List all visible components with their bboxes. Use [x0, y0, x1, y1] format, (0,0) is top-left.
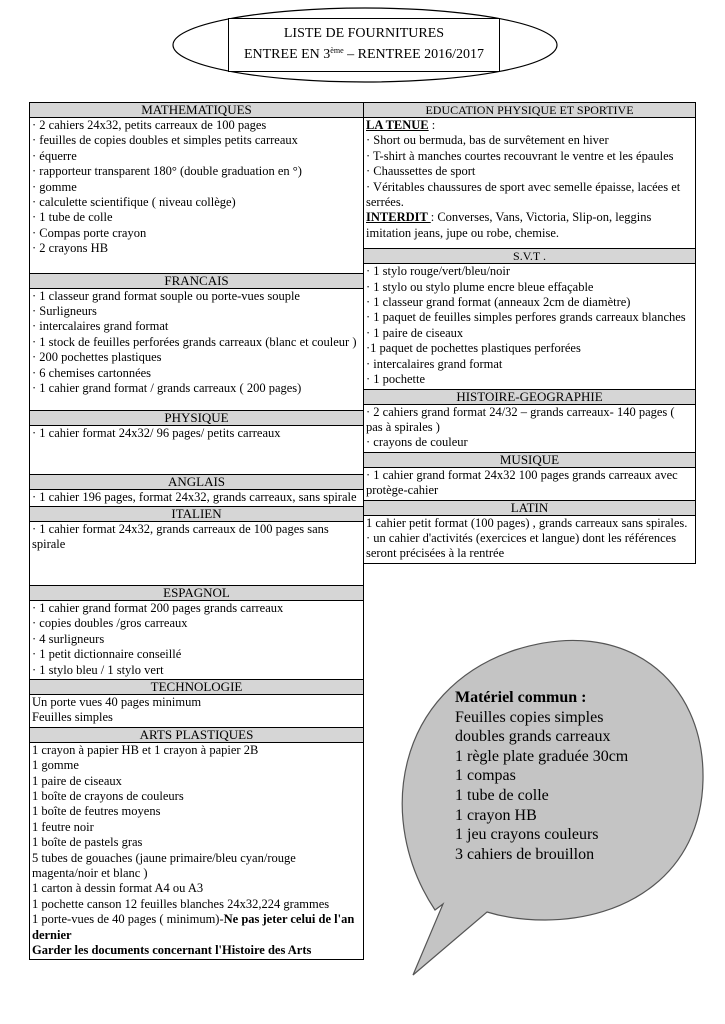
section-body [30, 601, 363, 679]
section-header: EDUCATION PHYSIQUE ET SPORTIVE [364, 103, 695, 118]
section-header: ANGLAIS [30, 475, 363, 490]
list-item: Feuilles copies simples [455, 708, 604, 726]
section-body [30, 490, 363, 506]
materiel-commun-text [455, 688, 628, 864]
section-italien [29, 506, 364, 585]
list-item: · 4 surligneurs [32, 631, 105, 646]
list-item: 1 tube de colle [455, 786, 549, 804]
list-item: · 1 stylo rouge/vert/bleu/noir [366, 264, 511, 279]
list-item: · 1 pochette [366, 372, 426, 387]
section-technologie [29, 679, 364, 727]
section-espagnol [29, 585, 364, 679]
section-body [364, 264, 695, 388]
list-item: · 2 cahiers 24x32, petits carreaux de 100 pages [32, 118, 267, 132]
list-item: 1 paire de ciseaux [32, 773, 122, 788]
section-body [364, 405, 695, 452]
section-header: S.V.T . [364, 249, 695, 264]
section-body [30, 118, 363, 273]
warning-text: Ne pas jeter celui de l'an dernier [32, 912, 355, 942]
section-body [30, 426, 363, 474]
list-item: · 200 pochettes plastiques [32, 350, 162, 365]
list-item: · feuilles de copies doubles et simples petits carreaux [32, 133, 298, 148]
list-item: 1 crayon HB [455, 806, 537, 824]
list-item [32, 912, 361, 943]
list-item: · 1 cahier grand format 200 pages grands carreaux [32, 600, 284, 615]
section-mathematiques [29, 102, 364, 273]
section-body [30, 743, 363, 960]
list-item: · 1 tube de colle [32, 210, 113, 225]
list-item: · rapporteur transparent 180° (double graduation en °) [32, 164, 302, 179]
materiel-commun-title: Matériel commun : [455, 689, 587, 706]
list-item: 1 crayon à papier HB et 1 crayon à papier 2B [32, 742, 259, 757]
section-latin [363, 500, 696, 564]
list-item: 1 boîte de pastels gras [32, 835, 143, 850]
spacer [32, 257, 361, 272]
section-body [364, 468, 695, 500]
list-item: · équerre [32, 148, 77, 163]
porte-vues-text: 1 porte-vues de 40 pages ( minimum)- [32, 912, 224, 927]
list-item: · Short ou bermuda, bas de survêtement en hiver [366, 133, 609, 148]
list-item: · 2 cahiers grand format 24/32 – grands carreaux- 140 pages ( pas à spirales ) [366, 404, 675, 434]
section-arts-plastiques [29, 727, 364, 961]
list-item: · 1 cahier grand format 24x32 100 pages grands carreaux avec protège-cahier [366, 467, 678, 498]
section-header: TECHNOLOGIE [30, 680, 363, 695]
section-header: ARTS PLASTIQUES [30, 728, 363, 743]
list-item: · 1 paquet de feuilles simples perfores grands carreaux blanches [366, 310, 686, 325]
list-item: · 1 stylo ou stylo plume encre bleue effaçable [366, 279, 594, 294]
section-body [364, 516, 695, 563]
list-item: · 1 classeur grand format (anneaux 2cm de diamètre) [366, 295, 631, 310]
list-item: Feuilles simples [32, 710, 113, 725]
list-item: · Véritables chaussures de sport avec semelle épaisse, lacées et serrées. [366, 179, 681, 210]
list-item: · Surligneurs [32, 304, 97, 319]
list-item: · un cahier d'activités (exercices et langue) dont les références seront précisées à la rentrée [366, 530, 677, 561]
section-header: MATHEMATIQUES [30, 103, 363, 118]
section-anglais [29, 474, 364, 506]
section-physique [29, 410, 364, 474]
section-header: LATIN [364, 501, 695, 516]
section-body [30, 522, 363, 585]
list-item: · 1 cahier 196 pages, format 24x32, grands carreaux, sans spirale [32, 489, 357, 504]
section-header: HISTOIRE-GEOGRAPHIE [364, 390, 695, 405]
section-histoire-geographie [363, 389, 696, 452]
title-line-2 [229, 42, 499, 63]
interdit-text: : Converses, Vans, Victoria, Slip-on, leggins imitation jeans, jupe ou robe, chemise. [366, 210, 652, 240]
page-title [228, 18, 500, 72]
list-item: · calculette scientifique ( niveau collège) [32, 195, 236, 210]
tenue-line [366, 118, 693, 133]
section-header: ITALIEN [30, 507, 363, 522]
histoire-arts-note: Garder les documents concernant l'Histoire des Arts [32, 943, 312, 958]
spacer [32, 397, 361, 409]
section-header: PHYSIQUE [30, 411, 363, 426]
section-header: ESPAGNOL [30, 586, 363, 601]
list-item: 1 cahier petit format (100 pages) , grands carreaux sans spirales. [366, 515, 688, 530]
list-item: 1 boîte de feutres moyens [32, 804, 161, 819]
section-header: FRANCAIS [30, 274, 363, 289]
list-item: · 1 cahier format 24x32/ 96 pages/ petits carreaux [32, 425, 281, 440]
list-item: · gomme [32, 179, 77, 194]
list-item: 1 jeu crayons couleurs [455, 826, 599, 844]
list-item: 1 règle plate graduée 30cm [455, 747, 629, 765]
section-header: MUSIQUE [364, 453, 695, 468]
list-item: 1 feutre noir [32, 819, 94, 834]
section-body [30, 695, 363, 727]
section-musique [363, 452, 696, 500]
section-body [30, 289, 363, 410]
list-item: 5 tubes de gouaches (jaune primaire/bleu cyan/rouge magenta/noir et blanc ) [32, 850, 296, 880]
left-column [29, 102, 364, 960]
list-item: · intercalaires grand format [366, 356, 503, 371]
list-item: 1 carton à dessin format A4 ou A3 [32, 881, 204, 896]
tenue-colon: : [428, 118, 436, 132]
list-item: · crayons de couleur [366, 435, 468, 450]
list-item: · 1 classeur grand format souple ou porte-vues souple [32, 288, 300, 303]
section-francais [29, 273, 364, 410]
list-item: · 1 stylo bleu / 1 stylo vert [32, 662, 164, 677]
list-item: · intercalaires grand format [32, 319, 169, 334]
list-item: 3 cahiers de brouillon [455, 845, 595, 863]
list-item: · 1 petit dictionnaire conseillé [32, 647, 182, 662]
list-item: Un porte vues 40 pages minimum [32, 694, 202, 709]
section-body [364, 118, 695, 248]
title-line-2-prefix: ENTREE EN 3 [243, 47, 331, 62]
spacer [366, 241, 693, 247]
section-svt [363, 248, 696, 388]
list-item: · 1 cahier grand format / grands carreaux ( 200 pages) [32, 381, 302, 396]
tenue-label: LA TENUE [366, 118, 429, 132]
list-item: ·1 paquet de pochettes plastiques perforées [366, 341, 581, 356]
interdit-label: INTERDIT [366, 210, 431, 225]
list-item: 1 compas [455, 767, 516, 785]
list-item: · Chaussettes de sport [366, 164, 476, 179]
title-line-1: LISTE DE FOURNITURES [283, 26, 445, 41]
list-item: · 2 crayons HB [32, 241, 109, 256]
list-item: · 6 chemises cartonnées [32, 365, 152, 380]
list-item: · copies doubles /gros carreaux [32, 616, 188, 631]
list-item: · T-shirt à manches courtes recouvrant le ventre et les épaules [366, 148, 674, 163]
interdit-line [366, 210, 693, 241]
list-item: 1 gomme [32, 758, 79, 773]
list-item: · 1 paire de ciseaux [366, 325, 464, 340]
title-line-2-suffix: – RENTREE 2016/2017 [343, 47, 485, 62]
list-item: doubles grands carreaux [455, 728, 611, 746]
right-column [363, 102, 696, 564]
section-eps [363, 102, 696, 248]
list-item: · 1 stock de feuilles perforées grands carreaux (blanc et couleur ) [32, 334, 357, 349]
list-item: 1 boîte de crayons de couleurs [32, 788, 184, 803]
list-item: · 1 cahier format 24x32, grands carreaux de 100 pages sans spirale [32, 521, 329, 552]
list-item: · Compas porte crayon [32, 225, 147, 240]
title-line-2-sup: ème [330, 46, 344, 55]
list-item: 1 pochette canson 12 feuilles blanches 24x32,224 grammes [32, 896, 330, 911]
